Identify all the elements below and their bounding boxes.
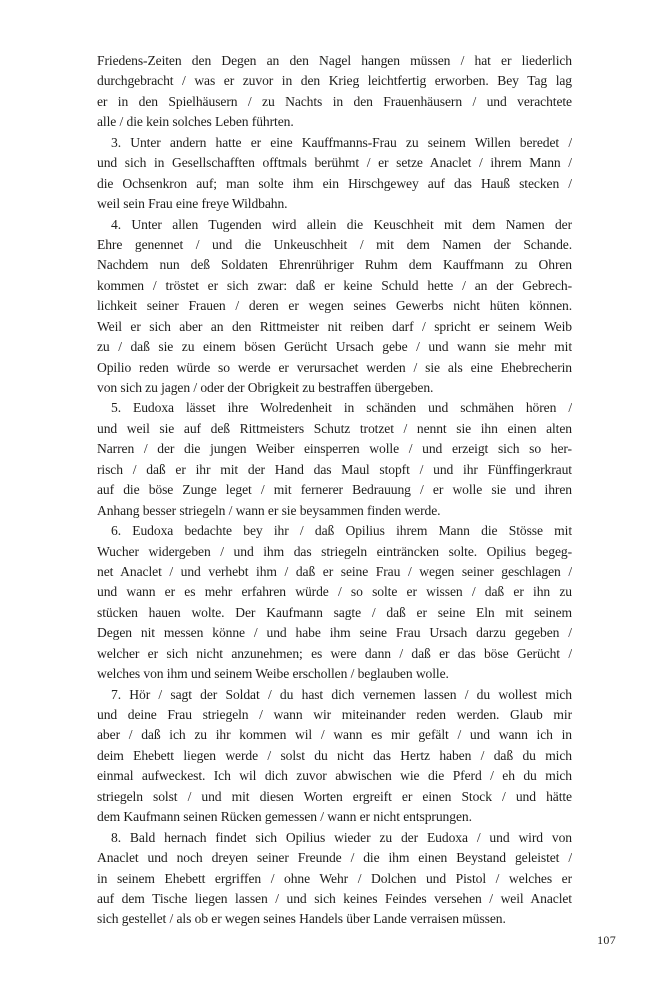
- paragraph: [97, 521, 572, 685]
- text-line: kommen / tröstet er sich zwar: daß er keine Schuld hette / an der Gebrech-: [97, 277, 572, 293]
- text-line: welches von ihm und seinem Weibe erschollen / beglauben wolle.: [97, 666, 449, 682]
- text-line: 7. Hör / sagt der Soldat / du hast dich vernemen lassen / du wollest mich: [111, 686, 572, 702]
- text-line: Narren / der die jungen Weiber einsperren wolle / und erzeigt sich so her-: [97, 441, 572, 457]
- text-line: alle / die kein solches Leben führten.: [97, 114, 294, 130]
- text-line: risch / daß er ihr mit der Hand das Maul stopft / und ihr Fünffingerkraut: [97, 461, 572, 477]
- text-line: weil sein Frau eine freye Wildbahn.: [97, 196, 288, 212]
- text-line: Wucher widergeben / und ihm das striegeln einträncken solte. Opilius begeg-: [97, 543, 572, 559]
- text-line: welcher er sich nicht anzunehmen; es were dann / daß er das böse Gerücht /: [97, 645, 572, 661]
- text-line: Weil er sich aber an den Rittmeister nit reiben darf / spricht er seinem Weib: [97, 318, 572, 334]
- text-line: dem Kaufmann seinen Rücken gemessen / wann er nicht entsprungen.: [97, 809, 472, 825]
- text-line: von sich zu jagen / oder der Obrigkeit zu bestraffen übergeben.: [97, 380, 434, 395]
- text-line: 3. Unter andern hatte er eine Kauffmanns-Frau zu seinem Willen beredet /: [111, 134, 572, 150]
- text-line: 5. Eudoxa lässet ihre Wolredenheit in schänden und schmähen hören /: [111, 400, 572, 416]
- paragraph: [97, 215, 572, 399]
- text-line: Nachdem nun deß Soldaten Ehrenrühriger Ruhm dem Kauffmann zu Ohren: [97, 257, 572, 273]
- paragraph: [97, 51, 572, 133]
- text-line: 6. Eudoxa bedachte bey ihr / daß Opilius ihrem Mann die Stösse mit: [111, 523, 572, 539]
- text-line: und sich in Gesellschafften offtmals berühmt / er setze Anaclet / ihrem Mann /: [97, 155, 572, 171]
- text-line: er in den Spielhäusern / zu Nachts in den Frauenhäusern / und verachtete: [97, 93, 572, 109]
- text-line: deim Ehebett liegen werde / solst du nicht das Hertz haben / daß du mich: [97, 747, 572, 763]
- text-line: auf die böse Zunge leget / mit fernerer Bedrauung / er wolle sie und ihren: [97, 482, 572, 498]
- paragraph: [97, 828, 572, 930]
- text-line: 8. Bald hernach findet sich Opilius wieder zu der Eudoxa / und wird von: [111, 829, 572, 845]
- page-number: 107: [597, 933, 616, 947]
- text-line: lichkeit seiner Frauen / deren er wegen seines Gewerbs nicht hüten können.: [97, 298, 572, 314]
- text-line: zu / daß sie zu einem bösen Gerücht Ursach gebe / und wann sie mehr mit: [97, 339, 572, 355]
- paragraph: [97, 685, 572, 828]
- text-line: auf dem Tische liegen lassen / und sich keines Feindes versehen / weil Anaclet: [97, 890, 572, 906]
- text-line: und weil sie auf deß Rittmeisters Schutz trotzet / nennt sie ihn einen alten: [97, 420, 572, 436]
- text-line: Degen nit messen könne / und habe ihm seine Frau Ursach darzu gegeben /: [97, 625, 572, 641]
- text-line: einmal aufweckest. Ich wil dich zuvor abwischen wie die Pferd / eh du mich: [97, 768, 572, 784]
- text-line: Friedens-Zeiten den Degen an den Nagel hangen müssen / hat er liederlich: [97, 53, 572, 68]
- text-block: [97, 51, 572, 930]
- text-line: und deine Frau striegeln / wann wir miteinander reden werden. Glaub mir: [97, 707, 572, 722]
- text-line: und wann er es mehr erfahren würde / so solte er wissen / daß er ihn zu: [97, 584, 572, 600]
- text-line: in seinem Ehebett ergriffen / ohne Wehr / Dolchen und Pistol / welches er: [97, 870, 572, 886]
- paragraph: [97, 133, 572, 215]
- text-line: striegeln solst / und mit diesen Worten ergreift er einen Stock / und hätte: [97, 788, 572, 804]
- text-line: sich gestellet / als ob er wegen seines Handels über Lande verraisen müssen.: [97, 911, 506, 927]
- text-line: Opilio reden würde so werde er verursachet werden / sie als eine Ehebrecherin: [97, 359, 572, 375]
- text-line: Anaclet und noch dreyen seiner Freunde / die ihm einen Beystand geleistet /: [97, 850, 572, 866]
- text-line: Anhang besser striegeln / wann er sie beysammen finden werde.: [97, 502, 441, 518]
- text-line: Ehre genennet / und die Unkeuschheit / mit dem Namen der Schande.: [97, 236, 572, 252]
- paragraph: [97, 398, 572, 521]
- text-line: aber / daß ich zu ihr kommen wil / wann es mir gefält / und wann ich in: [97, 727, 572, 743]
- text-line: net Anaclet / und verhebt ihm / daß er seine Frau / wegen seiner geschlagen /: [97, 563, 572, 579]
- text-line: durchgebracht / was er zuvor in den Krieg leichtfertig erworben. Bey Tag lag: [97, 73, 572, 89]
- text-line: stücken hauen wolte. Der Kaufmann sagte / daß er seine Eln mit seinem: [97, 604, 572, 620]
- text-line: 4. Unter allen Tugenden wird allein die Keuschheit mit dem Namen der: [111, 216, 572, 232]
- text-line: die Ochsenkron auf; man solte ihm ein Hirschgewey auf das Hauß stecken /: [97, 175, 572, 191]
